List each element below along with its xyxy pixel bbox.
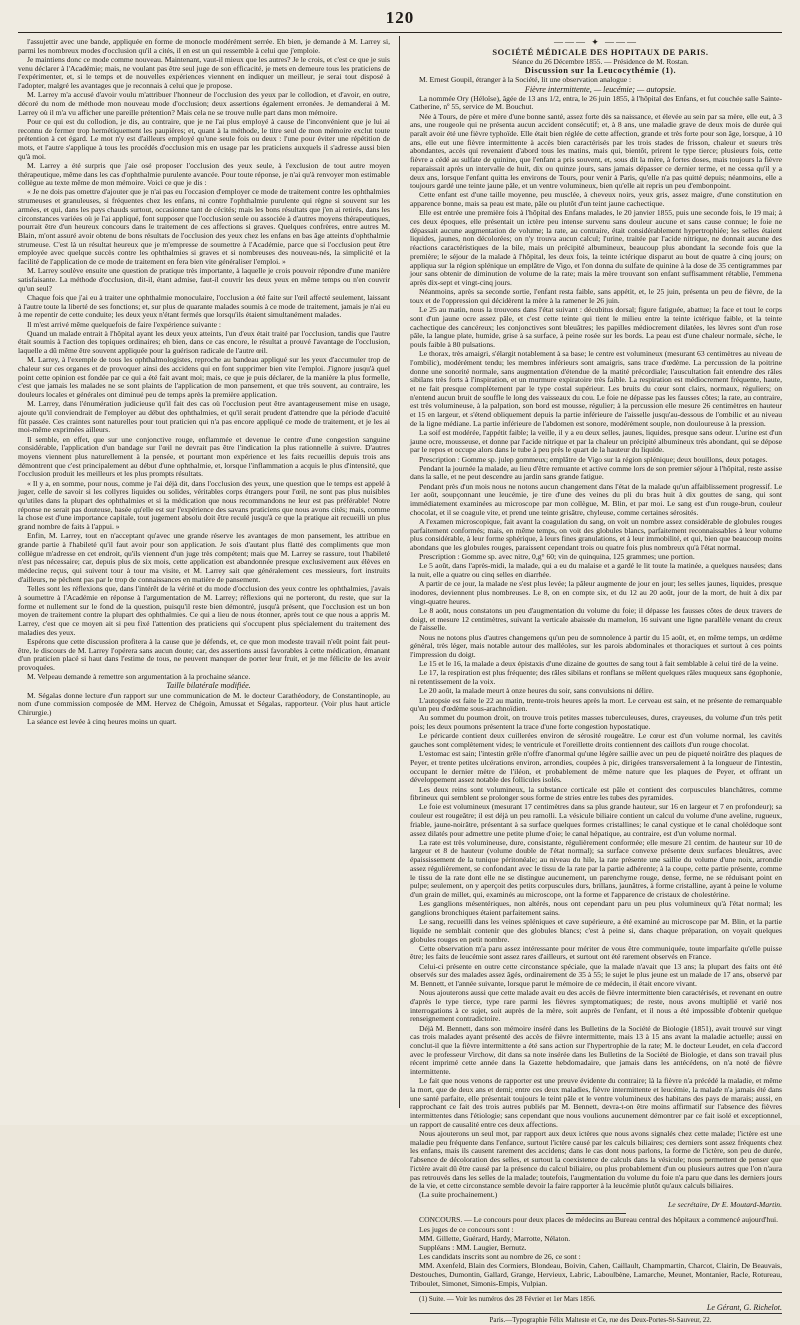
paragraph: Espérons que cette discussion profitera à la cause que je défends, et, ce que mon modeste travail n'eût point fait peut-être, le discours de M. Larrey l'opérera sans aucun doute; car, des assertions aussi favorables à cette médication, émanant d'un praticien placé si haut dans l'estime de tous, ne peuvent manquer de porter leur fruit, et je me félicite de les avoir provoquées. xyxy=(18,636,390,672)
right-column xyxy=(410,37,782,1325)
left-paragraphs xyxy=(18,38,390,682)
paragraph: M. Larrey, dans l'énumération judicieuse qu'il fait des cas où l'occlusion peut être avantageusement mise en usage, ajoute qu'il conviendrait de l'employer au début des ophthalmies, et qu'il serait prudent d'attendre que la période d'acuité fût passée. Ces craintes sont naturelles pour tout praticien qui n'a pas encore appliqué ce mode de traitement, et je les ai moi-même exprimées ailleurs. xyxy=(18,399,390,435)
paragraph: Néanmoins, après sa seconde sortie, l'enfant resta faible, sans appétit, et, le 25 juin, présenta un peu de fièvre, de la toux et de l'oppression qui décidèrent la mère à la ramener le 26 juin. xyxy=(410,287,782,305)
paragraph: Née à Tours, de père et mère d'une bonne santé, assez forte dès sa naissance, et élevée au sein par sa mère, elle eut, à 3 ans, une rougeole qui ne présenta aucun accident consécutif; et, à 8 ans, une maladie grave de deux mois de durée qui paraît avoir été une fièvre typhoïde. Elle était bien réglée de cette affection, grande et très forte pour son âge, lorsque, à 10 ans, elle eut une fièvre intermittente à accès bien caractérisés par les trois stades de frisson, chaleur et sueurs très abondantes, accès qui revenaient d'abord tous les matins, mais qui, bientôt, prirent le type tierce; plusieurs fois, cette fièvre a cédé au sulfate de quinine, que l'enfant a pris souvent, et, sous dit la mère, à fortes doses, mais toujours la fièvre reparaissait après un intervalle de huit, dix ou quinze jours, sans jamais dépasser ce dernier terme, et ne cessa qu'il y a deux ans, lorsque l'enfant quitta les environs de Tours, pour venir à Paris, qu'elle n'a pas quitté depuis; néanmoins, elle a toujours gardé une teinte jaune pâle, et un ventre volumineux, bien qu'elle ait repris un peu d'embonpoint. xyxy=(410,111,782,191)
paragraph: Le 17, la respiration est plus fréquente; des râles sibilans et ronflans se mêlent quelques râles muqueux sans égophonie, ni retentissement de la voix. xyxy=(410,668,782,687)
session-line: Séance du 26 Décembre 1855. — Présidence de M. Rostan. xyxy=(512,56,689,66)
paragraph: Nous ne notons plus d'autres changemens qu'un peu de somnolence à partir du 15 août, et, en même temps, un œdème général, très léger, mais notable autour des malléoles, sur les parois abdominales et thoraciques et surtout à ces points l'impression du doigt. xyxy=(410,632,782,660)
paragraph: La nommée Ory (Héloïse), âgée de 13 ans 1/2, entra, le 26 juin 1855, à l'hôpital des Enfans, et fut couchée salle Sainte-Catherine, nº 55, service de M. Bouchut. xyxy=(410,93,782,112)
paragraph: L'autopsie est faite le 22 au matin, trente-trois heures après la mort. Le cerveau est sain, et ne présente de remarquable qu'un peu d'œdème sous-arachnoïdien. xyxy=(410,695,782,714)
paragraph: Je maintiens donc ce mode comme nouveau. Maintenant, vaut-il mieux que les autres? Je le crois, et c'est ce que je suis venu déclarer à l'Académie; mais, ne voulant pas être seul juge de son efficacité, je mets en demeure tous les praticiens de l'expérimenter, et, si le temps et de nouvelles expériences viennent en indiquer un meilleur, je serai tout disposé à l'adopter, malgré les avantages que je reconnais à celui que je propose. xyxy=(18,54,390,91)
secretary-signature: Le secrétaire, Dr E. Moutard-Martin. xyxy=(668,1199,782,1209)
paragraph: La rate est très volumineuse, dure, consistante, régulièrement conformée; elle mesure 21 centim. de hauteur sur 10 de largeur et 8 de hauteur (volume double de l'état normal); sa surface convexe présente deux surfaces bleuâtres, avec épaississement de la tunique péritonéale; au niveau du hile, la rate présente une saillie du volume d'une noix, arrondie assez régulièrement, se confondant avec le tissu de la rate par la partie adhérente; à la coupe, cette partie présente, comme le tissu de la rate dont elle ne se distingue aucunement, un parenchyme rouge, dense, ferme, ne se réduisant point en pulpe; seulement, on y aperçoit des petits corpuscules durs, brillans, jaunâtres, à forme cristalline, ayant à peine le volume d'un grain de millet, qui, examinés au microscope, ont la forme et l'apparence de cristaux de cholestérine. xyxy=(410,837,782,899)
paragraph: Cette enfant est d'une taille moyenne, peu musclée, à cheveux noirs, yeux gris, assez maigre, d'une constitution en apparence bonne, mais sa peau est mate, pâle ou plutôt d'un teint jaune cachectique. xyxy=(410,190,782,209)
paragraph: MM. Axenfeld, Blain des Cormiers, Blondeau, Boivin, Cahen, Caillault, Champmartin, Charcot, Clairin, De Beauvais, Destouches, Dumontin, Gallard, Grange, Hervieux, Labric, Laboulbène, Lamarche, Meunet, Montanier, Racle, Rotureau, Triboulet, Simonet, Simonis-Empis, Vulpian. xyxy=(410,1261,782,1288)
paragraph: M. Velpeau demande à remettre son argumentation à la prochaine séance. xyxy=(27,672,251,682)
paragraph: Au sommet du poumon droit, on trouve trois petites masses tuberculeuses, dures, crayeuses, du volume d'un très petit pois; les deux poumons présentent la trace d'une forte congestion hypostatique. xyxy=(410,713,782,732)
paragraph: Les deux reins sont volumineux, la substance corticale est pâle et contient des corpuscules blanchâtres, comme fibrineux qui semblent se prolonger sous forme de stries entre les tubes des pyramides. xyxy=(410,784,782,803)
paragraph: Il m'est arrivé même quelquefois de faire l'expérience suivante : xyxy=(27,319,221,329)
paragraph: Le 20 août, la malade meurt à onze heures du soir, sans convulsions ni délire. xyxy=(419,686,654,696)
society-title: SOCIÉTÉ MÉDICALE DES HOPITAUX DE PARIS. xyxy=(492,47,709,57)
paragraph: Quand un malade entrait à l'hôpital ayant les deux yeux atteints, l'un d'eux était traité par l'occlusion, tandis que l'autre était soumis à l'action des topiques ordinaires; eh bien, dans ce cas encore, le résultat a prouvé l'avantage de l'occlusion, laquelle a dû même être souvent appliquée pour la guérison radicale de l'autre œil. xyxy=(18,328,390,356)
paragraph: Le sang, recueilli dans les veines spléniques et cave supérieure, a été examiné au microscope par M. Blin, et la partie liquide ne semblait contenir que des globules blancs; c'est à peine si, dans chaque préparation, on voyait quelques globules rouges en petit nombre. xyxy=(410,917,782,944)
paragraph: Prescription : Gomme sp. julep gommeux; emplâtre de Vigo sur la région splénique; deux bouillons, deux potages. xyxy=(419,454,768,464)
section-rule xyxy=(566,1213,626,1214)
footnote-rule xyxy=(410,1292,782,1293)
paragraph: La soif est modérée, l'appétit faible; la veille, il y a eu deux selles, jaunes, liquides, presque sans odeur. L'urine est d'un jaune ocre, mousseuse, et donne par l'acide nitrique et par la chaleur un précipité albumineux très abondant, qui se dépose par le repos et occupe alors dans le tube à peu près le quart de la hauteur du liquide. xyxy=(410,427,782,455)
column-divider xyxy=(399,36,400,1108)
discussion-title: Discussion sur la Leucocythémie (1). xyxy=(524,66,677,76)
paragraph: M. Larrey soulève ensuite une question de pratique très importante, à laquelle je crois pouvoir répondre d'une manière satisfaisante. La méthode d'occlusion, dit-il, étant admise, faut-il couvrir les deux yeux en même temps ou n'en couvrir qu'un seul? xyxy=(18,266,390,293)
paragraph: Nous ajouterons aussi que cette malade avait eu des accès de fièvre intermittente bien caractérisés, et revenant en outre d'après le type tierce, type rare parmi les fièvres symptomatiques; de reste, nous avons multiplié et varié nos interrogations à ce sujet, soit auprès de la mère, soit auprès de l'enfant, et il nous a été impossible d'obtenir quelque renseignement contradictoire. xyxy=(410,988,782,1024)
paragraph: « Je ne dois pas omettre d'ajouter que je n'ai pas eu l'occasion d'employer ce mode de traitement contre les ophthalmies strumeuses et granuleuses, si fréquentes chez les enfans, ni contre l'ophthalmie purulente qui règne si souvent sur les armées, et qui, dans les pays chauds surtout, occasionne tant de cécités; mais les bons résultats que j'en ai retirés, dans les circonstances variées où je l'ai appliqué, font supposer que l'occlusion seule ou associée à d'autres moyens thérapeutiques, pourrait être d'un heureux concours dans le traitement de ces affections si graves. Quelques confrères, entre autres M. Blain, m'ont assuré avoir obtenu de bons résultats de l'occlusion des yeux chez les enfans en bas âge atteints d'ophthalmie strumeuse. C'est là un résultat heureux que je m'empresse de soumettre à l'Académie, parce que si l'occlusion peut être employée avec quelque succès contre les ophthalmies si graves et si nombreuses des nouveau-nés, la simplicité et la facilité de l'application de ce mode de traitement en fera bien vite généraliser l'emploi. » xyxy=(18,187,390,267)
paragraph: A l'examen microscopique, fait avant la coagulation du sang, on voit un nombre assez considérable de globules rouges parfaitement conformés; mais, en même temps, on voit des globules blancs, parfaitement reconnaissables à leur volume plus considérable, à leur forme sphérique, à leurs fines granulations, et à leur immobilité, et qui, bien que beaucoup moins abondans que les globules rouges, paraissent cependant trois ou quatre fois plus nombreux qu'à l'état normal. xyxy=(410,516,782,553)
footnote: (1) Suite. — Voir les numéros des 28 Février et 1er Mars 1856. xyxy=(419,1295,596,1304)
case-title: Fièvre intermittente, — leucémie; — autopsie. xyxy=(524,84,677,94)
paragraph: Le 25 au matin, nous la trouvons dans l'état suivant : décubitus dorsal; figure fatiguée, abattue; la face et tout le corps sont d'un jaune ocre assez pâle, et c'est cette teinte qui tient le milieu entre la teinte ictérique faible, et la teinte cachectique des cancéreux; les conjonctives sont bleuâtres; les papilles médiocrement dilatées, les lèvres sont d'un rose pâle, la langue plate, humide, grise à sa surface, à peine rosée sur les bords. La peau est d'une chaleur normale, sèche, le pouls faible à 80 pulsations. xyxy=(410,305,782,349)
concours-block xyxy=(410,1216,782,1288)
header-rule xyxy=(18,32,782,33)
paragraph: « Il y a, en somme, pour nous, comme je l'ai déjà dit, dans l'occlusion des yeux, une question que le temps est appelé à juger, celle de savoir si les collyres liquides ou solides, véritables corps étrangers pour l'œil, ne sont pas plus nuisibles qu'utiles dans la plupart des ophthalmies et si la médication que nous recommandons ne leur est pas préférable! Notre réponse ne serait pas douteuse, basée qu'elle est sur l'expérience des savans praticiens que nous avons cités; mais, comme la chose est d'une importance capitale, tout jugement absolu doit être reculé jusqu'à ce que la pratique ait recueilli un plus grand nombre de faits à l'appui. » xyxy=(18,478,390,532)
left-paragraphs-2 xyxy=(18,692,390,727)
paragraph: La séance est levée à cinq heures moins un quart. xyxy=(27,717,177,727)
paragraph: CONCOURS. — Le concours pour deux places de médecins au Bureau central des hôpitaux a commencé aujourd'hui. xyxy=(419,1215,779,1225)
paragraph: Les candidats inscrits sont au nombre de 26, ce sont : xyxy=(419,1252,581,1262)
paragraph: Le thorax, très amaigri, s'élargit notablement à sa base; le centre est volumineux (mesurant 63 centimètres au niveau de l'ombilic), modérément tendu; les membres inférieurs sont amaigris, sans trace d'œdème. La percussion de la poitrine donne une sonorité normale, sans augmentation d'étendue de la matité précordiale; l'auscultation fait entendre des râles sibilans très forts à l'inspiration, et un murmure expiratoire très faible. La respiration est médiocrement fréquente, haute, et ne fait presque complètement par le type costal supérieur. Les bruits du cœur sont clairs, normaux, réguliers; on n'entend aucun bruit de souffle le long des vaisseaux du cou. Le foie ne dépasse pas les fausses côtes; la rate, au contraire, est très volumineuse, à la palpation, son bord est mousse, régulier; à la percussion elle mesure 26 centimètres en hauteur et 15 en largeur, et s'étend obliquement depuis la partie inférieure de l'aisselle jusqu'au-dessous de l'ombilic et au niveau de la ligne médiane. La partie inférieure de l'abdomen est sonore, modérément souple, non douloureuse à la pression. xyxy=(410,349,782,428)
paragraph: L'estomac est sain; l'intestin grêle n'offre d'anormal qu'une légère saillie avec un peu de piqueté noirâtre des plaques de Peyer, et trente petites ulcérations environ, arrondies, coupées à pic, dirigées transversalement à la longueur de l'intestin, occupant le dernier mètre de l'iléon, et probablement de même nature que les plaques de Peyer, et offrant un développement assez notable des follicules isolés. xyxy=(410,749,782,785)
paragraph: (La suite prochainement.) xyxy=(419,1190,498,1200)
paragraph: Prescription : Gomme sp. avec nitre, 0,g° 60; vin de quinquina, 125 grammes; une portion. xyxy=(419,552,695,562)
right-paragraphs xyxy=(410,95,782,1200)
paragraph: Le 15 et le 16, la malade a deux épistaxis d'une dizaine de gouttes de sang tout à fait semblable à celui tiré de la veine. xyxy=(419,659,779,669)
paragraph: Pendant près d'un mois nous ne notons aucun changement dans l'état de la malade qu'un affaiblissement progressif. Le 1er août, soupçonnant une leucémie, je tire d'une des veines du pli du bras huit à dix gouttes de sang, qui sont immédiatement examinées au microscope par mon collègue, M. Blin, et par moi. Le sang est d'un rouge-brun, couleur chocolat, et il se coagule vite, et prend une teinte grisâtre, chyleuse, comme certaines sérosités. xyxy=(410,481,782,517)
paragraph: Chaque fois que j'ai eu à traiter une ophthalmie monoculaire, l'occlusion a été faite sur l'œil affecté seulement, laissant à l'autre toute la liberté de ses fonctions; et, sur plus de quarante malades soumis à ce mode de traitement, jamais je n'ai eu à me repentir de cette conduite; les deux yeux n'étant fermés que lorsqu'ils étaient simultanément malades. xyxy=(18,292,390,320)
paragraph: M. Larrey, à l'exemple de tous les ophthalmologistes, reproche au bandeau appliqué sur les yeux d'accumuler trop de chaleur sur ces organes et de provoquer ainsi des accidens qui en font supprimer bien vite l'emploi. J'ignore jusqu'à quel point cette opinion est fondée par ce qui a été fait avant moi; mais, ce que je puis déclarer, de la manière la plus formelle, c'est que jamais les malades ne se sont plaints de l'application de mon pansement, et que très souvent, au contraire, les douleurs locales et générales ont diminué peu de temps après la première application. xyxy=(18,355,390,400)
paragraph: Suppléans : MM. Laugier, Bernutz. xyxy=(419,1242,527,1252)
paragraph: M. Ségalas donne lecture d'un rapport sur une communication de M. le docteur Carathéodory, de Constantinople, au nom d'une commission composée de MM. Hervez de Chégoin, Amussat et Ségalas, rapporteur. (Voir plus haut article Chirurgie.) xyxy=(18,690,390,717)
ornament-divider: ——— ✦ ——— xyxy=(553,37,639,47)
printer-line: Paris.—Typographie Félix Malteste et Ce, rue des Deux-Portes-St-Sauveur, 22. xyxy=(410,1313,782,1325)
paragraph: Telles sont les réflexions que, dans l'intérêt de la vérité et du mode d'occlusion des yeux contre les ophthalmies, j'avais à soumettre à l'Académie en réponse à l'argumentation de M. Larrey; réflexions qui ne porteront, du reste, que sur la forme et nullement sur le fond de la question, puisqu'il reste bien démontré, jusqu'à présent, que l'occlusion est un bon moyen de traitement contre la plupart des ophthalmies. Ce qui a lieu de nous étonner, après tout ce que nous a appris M. Larrey, c'est que ce moyen ait si peu fixé l'attention des praticiens qui s'occupent plus spécialement du traitement des maladies des yeux. xyxy=(18,584,390,637)
paragraph: Cette observation m'a paru assez intéressante pour mériter de vous être communiquée, toute imparfaite qu'elle puisse être; les faits de leucémie sont assez rares d'ailleurs, et surtout ont été rarement observés en France. xyxy=(410,943,782,962)
paragraph: Le 8 août, nous constatons un peu d'augmentation du volume du foie; il dépasse les fausses côtes de deux travers de doigt, et mesure 12 centimètres, suivant la verticale abaissée du mamelon, 16 suivant une ligne parallèle venant du creux de l'aisselle. xyxy=(410,606,782,633)
paragraph: l'assujettir avec une bande, appliquée en forme de monocle modérément serrée. Eh bien, je demande à M. Larrey si, parmi les nombreux modes d'occlusion qu'il a cités, il en est un qui ressemble à celui que j'emploie. xyxy=(18,37,390,55)
section-subhead: Taille bilatérale modifiée. xyxy=(166,681,251,691)
left-column xyxy=(18,38,390,1110)
paragraph: Le fait que nous venons de rapporter est une preuve évidente du contraire; là la fièvre n'a précédé la maladie, et même la mort, que de deux ans et demi; entre ces deux maladies, fièvre intermittente et leucémie, la malade n'a jamais été dans une santé parfaite, elle présentait toujours le teint pâle et le ventre volumineux des habitans des pays de marais; aussi, en rapprochant ce fait des trois autres publiés par M. Bennett, devra-t-on être moins affirmatif sur l'absence des fièvres intermittentes dans l'étiologie; sans cependant que nous voulions aucunement démontrer par ce fait isolé et exceptionnel, un rapport de causalité entre ces deux affections. xyxy=(410,1076,782,1129)
paragraph: M. Larrey a été surpris que j'aie osé proposer l'occlusion des yeux seule, à l'exclusion de tout autre moyen thérapeutique, même dans les cas d'ophthalmie purulente avancée. Pour toute réponse, je n'ai qu'à renvoyer mon estimable collègue au texte même de mon mémoire. Voici ce que je dis : xyxy=(18,160,390,188)
paragraph: Il semble, en effet, que sur une conjonctive rouge, enflammée et devenue le centre d'une congestion sanguine considérable, l'application d'un bandage sur l'œil ne devrait pas être l'indication la plus rationnelle à suivre. D'autres moyens viennent plus naturellement à la pensée, et pourtant mon expérience et les faits recueillis depuis trois ans démontrent que c'est principalement au début d'une ophthalmie, et, lorsque l'inflammation a acquis le plus d'intensité, que l'occlusion produit les meilleurs et les plus prompts résultats. xyxy=(18,434,390,479)
page-number: 120 xyxy=(385,8,415,27)
paragraph: Pour ce qui est du collodion, je dis, au contraire, que je ne l'ai plus employé à cause de l'inconvénient que je lui ai reconnu de fermer trop hermétiquement les paupières; et, quant à la méthode, le titre seul de mon mémoire exclut toute prétention à cet égard. Le mot n'y est d'ailleurs employé qu'une seule fois ou deux : l'une pour éviter une répétition de mots, et l'autre s'applique à tous les procédés d'occlusion mis en usage par les praticiens auxquels il s'adresse aussi bien qu'à moi. xyxy=(18,116,390,161)
paragraph: Celui-ci présente en outre cette circonstance spéciale, que la malade n'avait que 13 ans; la plupart des faits ont été observés sur des malades assez âgés, ordinairement de 35 à 55; le sujet le plus jeune est un malade de 17 ans, observé par M. Bennett, et l'année suivante, lorsque parut le mémoire de ce médecin, il était encore vivant. xyxy=(410,961,782,989)
paragraph: Le péricarde contient deux cuillerées environ de sérosité rougeâtre. Le cœur est d'un volume normal, les cavités gauches sont complètement vides; le ventricule et l'oreillette droits contiennent des caillots d'un rouge chocolat. xyxy=(410,731,782,750)
intro-paragraph: M. Ernest Goupil, étranger à la Société, lit une observation analogue : xyxy=(419,75,632,85)
paragraph: MM. Gillette, Guérard, Hardy, Marrotte, Nélaton. xyxy=(419,1233,571,1243)
paragraph: Le 5 août, dans l'après-midi, la malade, qui a eu du malaise et a gardé le lit toute la matinée, a quelques nausées; dans la nuit, elle a quatre ou cinq selles en diarrhée. xyxy=(410,561,782,580)
paragraph: Le foie est volumineux (mesurant 17 centimètres dans sa plus grande hauteur, sur 16 en largeur et 7 en profondeur); sa couleur est rougeâtre; il est déjà un peu ramolli. La vésicule biliaire contient un calcul du volume d'une aveline, rugueux, friable, jaune-noirâtre, présentant à sa surface quelques formes cristallines; le canal cystique et le canal cholédoque sont assez dilatés pour admettre une petite plume d'oie; le canal hépatique, au contraire, est d'un volume normal. xyxy=(410,802,782,838)
paragraph: Pendant la journée la malade, au lieu d'être remuante et active comme lors de son premier séjour à l'hôpital, reste assise dans la salle, et ne peut descendre au jardin sans grande fatigue. xyxy=(410,463,782,482)
paragraph: Les juges de ce concours sont : xyxy=(419,1224,514,1234)
paragraph: Les ganglions mésentériques, non altérés, nous ont cependant paru un peu plus volumineux qu'à l'état normal; les ganglions bronchiques étaient parfaitement sains. xyxy=(410,899,782,917)
paragraph: Elle est entrée une première fois à l'hôpital des Enfans malades, le 20 janvier 1855, puis une seconde fois, le 19 mai; à ces deux époques, elle présentait un ictère peu intense survenu sans douleur aucune et sans cause connue; le foie ne dépassait aucune augmentation de volume; la rate, au contraire, était considérablement hypertrophiée; les selles étaient liquides, jaunes, non décolorées; on n'y trouva aucun calcul; l'urine, traitée par l'acide nitrique, ne donnait aucune des réactions caractéristiques de la bile, mais un précipité albumineux, beaucoup plus abondant la seconde fois que la première; le séjour de la malade à l'hôpital, les deux fois, la teinte ictérique disparut au bout de quatre à cinq jours; on appliqua sur la région splénique un emplâtre de Vigo, et l'on donna du sulfate de quinine à la dose de 35 centigrammes par jour sans obtenir de diminution de volume de la rate; mais la mère trouvant son enfant suffisamment rétablie, l'emmena après dix-sept et vingt-cinq jours. xyxy=(410,208,782,287)
paragraph: Enfin, M. Larrey, tout en n'acceptant qu'avec une grande réserve les avantages de mon pansement, les attribue en grande partie à l'habileté qu'il faut avoir pour son application. Je sois d'autant plus flatté des compliments que mon collègue m'adresse en cet endroit, qu'ils viennent d'un juge très compétent; mais que M. Larrey se rassure, tout l'habileté n'est pas nécessaire; car, depuis plus de six mois, cette application est abandonnée presque exclusivement aux élèves en médecine reçus, qui suivent tour à tour ma visite, et M. Larrey sait que généralement ces messieurs, fort instruits d'ailleurs, ne pèchent pas par le trop de connaissances en matière de pansement. xyxy=(18,531,390,584)
paragraph: Nous ajouterons un seul mot, par rapport aux deux ictères que nous avons signalés chez cette malade; l'ictère est une maladie peu fréquente dans l'enfance, surtout l'ictère causé par les calculs biliaires; ces derniers sont assez fréquents chez les enfans, mais ils causent rarement des accidens; dans le cas dont nous parlons, la forme de l'ictère, son peu de durée, l'absence de décoloration des selles, et surtout la coexistence de calculs dans la vésicule; nous permettent de penser que l'ictère avait dû être causé par la présence du calcul biliaire, ou plus probablement d'un ou plusieurs autres que l'on n'aura pas retrouvés dans les selles de la malade; toutefois, l'augmentation du volume du foie n'a paru que dans les derniers jours de la vie, et cette circonstance semble devoir la faire rapporter à la leucémie plutôt qu'aux calculs biliaires. xyxy=(410,1128,782,1191)
paragraph: A partir de ce jour, la malade ne s'est plus levée; la pâleur augmente de jour en jour; les selles jaunes, liquides, presque inodores, deviennent plus nombreuses. Le 8, on en compte six, et du 12 au 20 août, jour de la mort, de huit à dix par vingt-quatre heures. xyxy=(410,579,782,606)
gerant-line: Le Gérant, G. Richelot. xyxy=(706,1302,782,1312)
paragraph: M. Larrey m'a accusé d'avoir voulu m'attribuer l'honneur de l'occlusion des yeux par le collodion, et d'avoir, en outre, décoré du nom de méthode mon nouveau mode d'occlusion; deux assertions également erronées. Je demanderai à M. Larrey où il m'a vu afficher une pareille prétention? Mais cela ne se trouve nulle part dans mon mémoire. xyxy=(18,90,390,117)
paragraph: Déjà M. Bennett, dans son mémoire inséré dans les Bulletins de la Société de Biologie (1851), avait trouvé sur vingt cas trois malades ayant présenté des accès de fièvre intermittente, mais 13 à 15 ans avant la maladie actuelle; aussi en conclut-il que la fièvre intermittente a été sans action sur l'hypertrophie de la rate; M. le docteur Leudet, en cela d'accord avec le professeur Virchow, dit dans sa note insérée dans les Bulletins de la Société de Biologie, et dans son travail plus récent imprimé cette année dans la Gazette hebdomadaire, que jamais dans les antécédens, on n'a noté de fièvre intermittente. xyxy=(410,1023,782,1077)
